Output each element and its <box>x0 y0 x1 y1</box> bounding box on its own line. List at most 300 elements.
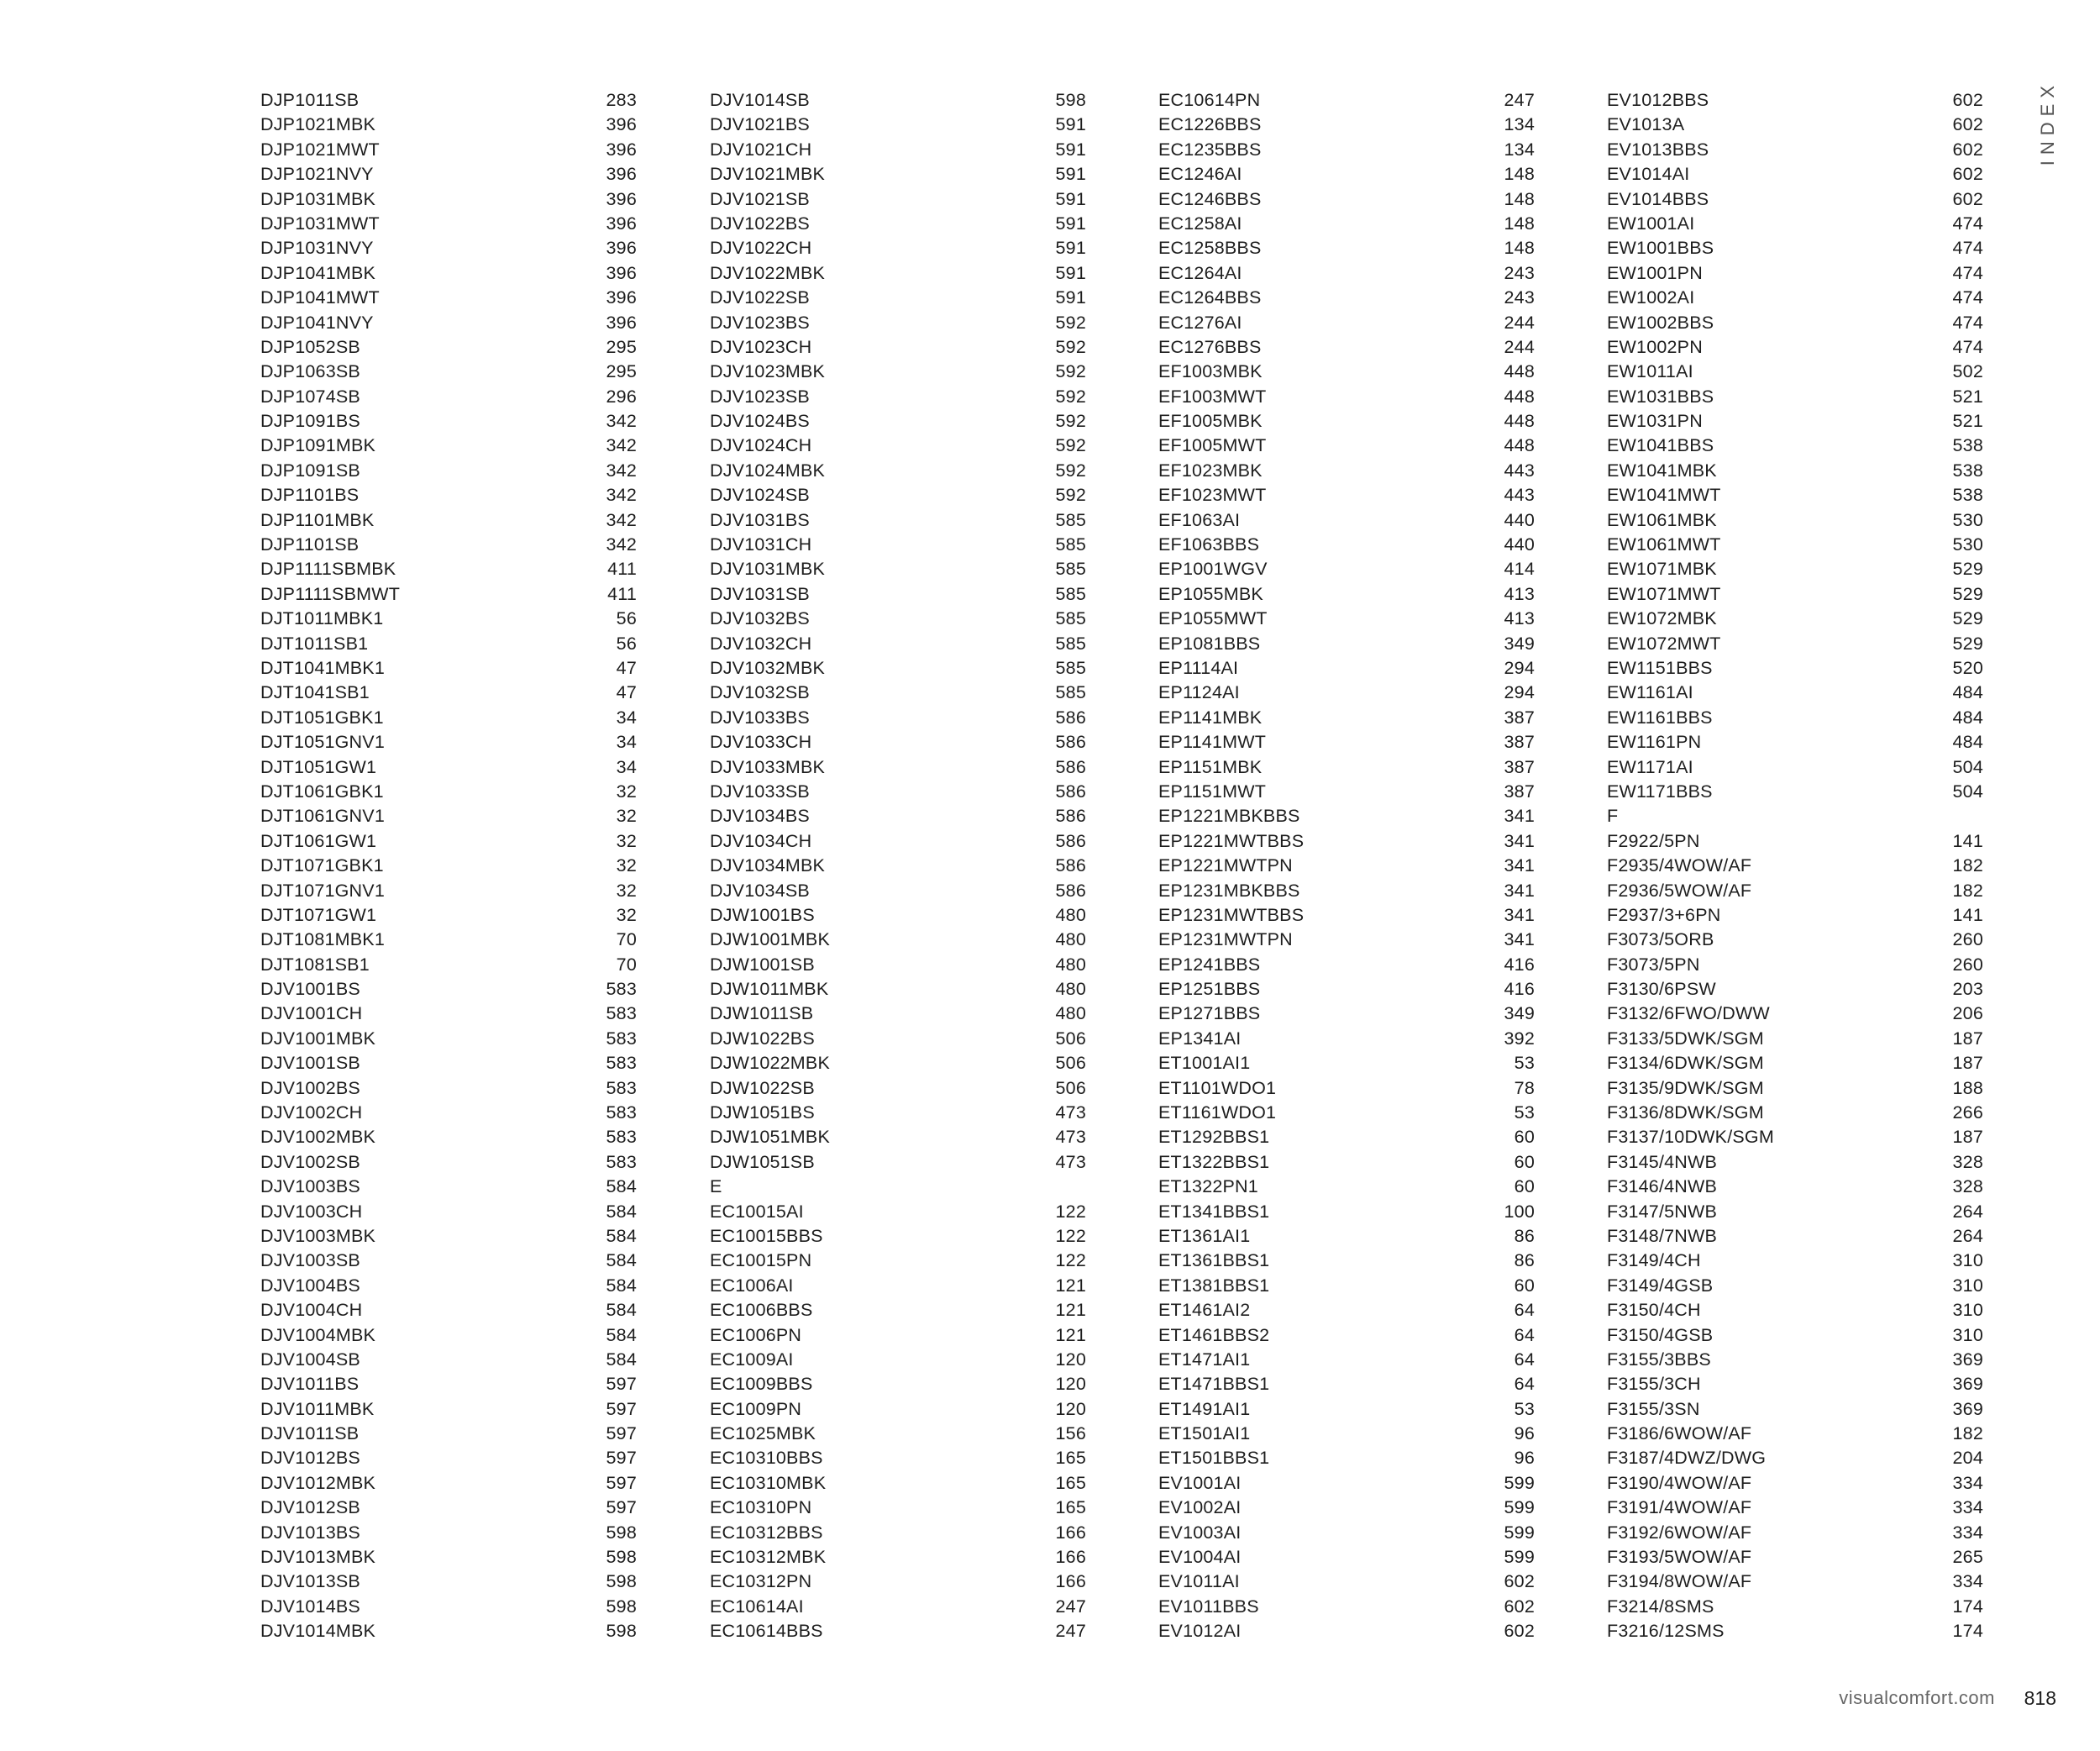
index-entry <box>1158 1002 1535 1026</box>
index-entry <box>1158 434 1535 458</box>
index-entry <box>1607 1348 1983 1372</box>
item-code: F <box>1607 806 1619 827</box>
index-entry <box>260 286 637 310</box>
page-ref: 584 <box>606 1250 637 1271</box>
page-ref: 585 <box>1055 509 1086 530</box>
item-code: DJP1021NVY <box>260 164 374 185</box>
index-entry <box>1158 1323 1535 1348</box>
item-code: EP1231MWTPN <box>1158 929 1293 950</box>
index-entry <box>260 236 637 260</box>
index-entry <box>710 854 1086 878</box>
page-ref: 156 <box>1055 1423 1086 1444</box>
item-code: DJP1091SB <box>260 460 360 481</box>
page-ref: 448 <box>1504 361 1535 382</box>
item-code: DJV1031CH <box>710 534 812 555</box>
item-code: DJV1002SB <box>260 1151 360 1172</box>
index-entry <box>710 385 1086 409</box>
index-entry <box>260 1224 637 1249</box>
page-ref: 480 <box>1055 929 1086 950</box>
index-entry <box>1607 1274 1983 1298</box>
page-ref: 474 <box>1952 213 1983 234</box>
index-entry <box>1607 1471 1983 1496</box>
page-ref: 121 <box>1055 1324 1086 1345</box>
item-code: F3132/6FWO/DWW <box>1607 1003 1770 1024</box>
page-ref: 387 <box>1504 756 1535 777</box>
item-code: EW1002BBS <box>1607 312 1714 333</box>
index-entry <box>1158 706 1535 730</box>
page-ref: 484 <box>1952 732 1983 753</box>
item-code: DJV1001SB <box>260 1053 360 1074</box>
item-code: DJV1011BS <box>260 1374 360 1395</box>
index-entry <box>260 434 637 458</box>
index-entry <box>710 953 1086 977</box>
page-ref: 310 <box>1952 1275 1983 1296</box>
index-entry <box>1158 236 1535 260</box>
page-ref: 473 <box>1055 1102 1086 1123</box>
item-code: DJV1002MBK <box>260 1127 376 1148</box>
index-entry <box>260 730 637 755</box>
index-entry <box>710 1224 1086 1249</box>
index-entry <box>1158 1619 1535 1643</box>
page-ref: 47 <box>616 682 637 703</box>
page-ref: 64 <box>1514 1374 1535 1395</box>
page-ref: 602 <box>1952 90 1983 110</box>
item-code: F3146/4NWB <box>1607 1176 1718 1197</box>
page-ref: 584 <box>606 1349 637 1370</box>
item-code: DJV1001CH <box>260 1003 363 1024</box>
item-code: EW1161AI <box>1607 682 1693 703</box>
page-ref: 396 <box>606 188 637 209</box>
item-code: EC1025MBK <box>710 1423 816 1444</box>
item-code: EF1023MBK <box>1158 460 1263 481</box>
item-code: DJW1001SB <box>710 954 815 975</box>
index-entry <box>1607 385 1983 409</box>
item-code: F3136/8DWK/SGM <box>1607 1102 1764 1123</box>
item-code: EW1031PN <box>1607 411 1703 432</box>
page-ref: 504 <box>1952 781 1983 802</box>
page-ref: 585 <box>1055 559 1086 580</box>
item-code: DJV1003MBK <box>260 1225 376 1246</box>
page-ref: 341 <box>1504 904 1535 925</box>
index-entry <box>710 533 1086 557</box>
item-code: DJV1001MBK <box>260 1028 376 1049</box>
index-entry <box>710 1298 1086 1322</box>
page-ref: 244 <box>1504 312 1535 333</box>
item-code: EC10312PN <box>710 1571 812 1592</box>
item-code: EW1071MWT <box>1607 583 1721 604</box>
page-ref: 334 <box>1952 1571 1983 1592</box>
index-entry <box>1607 632 1983 656</box>
index-entry <box>1158 557 1535 581</box>
page-ref: 599 <box>1504 1472 1535 1493</box>
item-code: EW1171BBS <box>1607 781 1713 802</box>
page-ref: 584 <box>606 1300 637 1321</box>
index-entry <box>1158 1224 1535 1249</box>
page-ref: 121 <box>1055 1300 1086 1321</box>
index-entry <box>1158 656 1535 681</box>
page-ref: 349 <box>1504 1003 1535 1024</box>
page-ref: 32 <box>616 781 637 802</box>
page-ref: 538 <box>1952 485 1983 506</box>
page-ref: 585 <box>1055 657 1086 678</box>
page-ref: 53 <box>1514 1102 1535 1123</box>
index-entry <box>260 1323 637 1348</box>
page-ref: 584 <box>606 1225 637 1246</box>
item-code: DJV1031BS <box>710 509 810 530</box>
item-code: EC1235BBS <box>1158 139 1262 160</box>
index-entry <box>710 1323 1086 1348</box>
item-code: DJV1014SB <box>710 90 810 110</box>
item-code: EC10312BBS <box>710 1522 823 1543</box>
index-entry <box>710 977 1086 1002</box>
index-entry <box>1607 1125 1983 1149</box>
item-code: EP1055MWT <box>1158 608 1268 629</box>
page-ref: 443 <box>1504 460 1535 481</box>
page-ref: 506 <box>1055 1053 1086 1074</box>
index-entry <box>1607 162 1983 187</box>
page-ref: 504 <box>1952 756 1983 777</box>
item-code: DJP1031MWT <box>260 213 380 234</box>
page-ref: 602 <box>1952 164 1983 185</box>
item-code: F2937/3+6PN <box>1607 904 1721 925</box>
item-code: EC1226BBS <box>1158 114 1262 135</box>
page-ref: 591 <box>1055 188 1086 209</box>
item-code: DJV1023MBK <box>710 361 826 382</box>
item-code: EP1231MBKBBS <box>1158 880 1300 901</box>
page-ref: 602 <box>1504 1571 1535 1592</box>
index-entry <box>710 1471 1086 1496</box>
index-entry <box>260 706 637 730</box>
index-entry <box>1607 483 1983 507</box>
item-code: EC10310BBS <box>710 1448 823 1469</box>
item-code: F3148/7NWB <box>1607 1225 1718 1246</box>
item-code: DJV1003SB <box>260 1250 360 1271</box>
page-ref: 47 <box>616 657 637 678</box>
index-entry <box>1158 607 1535 631</box>
page-ref: 591 <box>1055 114 1086 135</box>
page-ref: 413 <box>1504 583 1535 604</box>
index-entry <box>1158 1298 1535 1322</box>
index-entry <box>1158 1521 1535 1545</box>
index-entry <box>710 1372 1086 1396</box>
page-ref: 122 <box>1055 1201 1086 1222</box>
page-ref: 591 <box>1055 238 1086 259</box>
index-entry <box>710 360 1086 384</box>
page-ref: 592 <box>1055 336 1086 357</box>
page-ref: 294 <box>1504 657 1535 678</box>
page-ref: 506 <box>1055 1028 1086 1049</box>
index-entry <box>1607 1051 1983 1075</box>
item-code: DJW1022BS <box>710 1028 815 1049</box>
item-code: DJV1032CH <box>710 633 812 654</box>
index-entry <box>710 311 1086 335</box>
index-entry <box>1607 829 1983 854</box>
item-code: EC1006BBS <box>710 1300 813 1321</box>
index-entry <box>710 1051 1086 1075</box>
page-ref: 342 <box>606 485 637 506</box>
item-code: EF1005MWT <box>1158 435 1267 456</box>
page-ref: 369 <box>1952 1349 1983 1370</box>
index-entry <box>260 829 637 854</box>
index-entry <box>710 730 1086 755</box>
item-code: EC1246BBS <box>1158 188 1262 209</box>
index-entry <box>260 681 637 705</box>
item-code: DJP1101BS <box>260 485 360 506</box>
item-code: EF1003MBK <box>1158 361 1263 382</box>
footer-website: visualcomfort.com <box>1839 1687 1995 1708</box>
page-ref: 416 <box>1504 954 1535 975</box>
index-letter-heading <box>710 1175 1086 1199</box>
page-ref: 334 <box>1952 1472 1983 1493</box>
item-code: EP1141MWT <box>1158 732 1267 753</box>
footer-page-number: 818 <box>2024 1687 2056 1709</box>
index-entry <box>260 977 637 1002</box>
index-entry <box>1607 1570 1983 1594</box>
page-ref: 583 <box>606 979 637 1000</box>
page-ref: 56 <box>616 633 637 654</box>
page-ref: 586 <box>1055 732 1086 753</box>
page-ref: 584 <box>606 1201 637 1222</box>
index-entry <box>710 88 1086 113</box>
item-code: DJW1011MBK <box>710 979 829 1000</box>
index-entry <box>1158 953 1535 977</box>
page-ref: 247 <box>1055 1596 1086 1617</box>
item-code: EC1276BBS <box>1158 336 1262 357</box>
item-code: EW1001BBS <box>1607 238 1714 259</box>
index-entry <box>1158 1372 1535 1396</box>
index-entry <box>1607 854 1983 878</box>
index-entry <box>1158 755 1535 780</box>
page-ref: 70 <box>616 929 637 950</box>
index-entry <box>1607 1422 1983 1446</box>
item-code: DJV1034SB <box>710 880 810 901</box>
item-code: EP1221MWTBBS <box>1158 830 1305 851</box>
page-ref: 602 <box>1952 139 1983 160</box>
item-code: F3186/6WOW/AF <box>1607 1423 1752 1444</box>
page-ref: 34 <box>616 732 637 753</box>
item-code: DJP1041NVY <box>260 312 374 333</box>
page-ref: 148 <box>1504 238 1535 259</box>
page-ref: 310 <box>1952 1300 1983 1321</box>
item-code: ET1381BBS1 <box>1158 1275 1270 1296</box>
index-entry <box>1158 261 1535 286</box>
item-code: F3137/10DWK/SGM <box>1607 1127 1774 1148</box>
index-entry <box>260 261 637 286</box>
index-entry <box>710 335 1086 360</box>
index-entry <box>1158 928 1535 952</box>
page-ref: 32 <box>616 904 637 925</box>
index-entry <box>1158 162 1535 187</box>
index-entry <box>710 236 1086 260</box>
page-ref: 592 <box>1055 435 1086 456</box>
page-ref: 294 <box>1504 682 1535 703</box>
index-entry <box>260 385 637 409</box>
index-entry <box>1158 138 1535 162</box>
item-code: DJV1013MBK <box>260 1547 376 1568</box>
index-entry <box>710 706 1086 730</box>
index-entry <box>1158 1471 1535 1496</box>
index-entry <box>1158 311 1535 335</box>
item-code: DJV1022BS <box>710 213 810 234</box>
item-code: DJP1074SB <box>260 386 360 407</box>
page-ref: 597 <box>606 1497 637 1518</box>
item-code: DJV1011MBK <box>260 1398 375 1419</box>
index-entry <box>260 1496 637 1520</box>
page-ref: 264 <box>1952 1225 1983 1246</box>
index-entry <box>260 582 637 607</box>
index-entry <box>710 681 1086 705</box>
index-entry <box>1158 483 1535 507</box>
page-ref: 484 <box>1952 682 1983 703</box>
item-code: DJP1011SB <box>260 90 360 110</box>
item-code: DJT1011SB1 <box>260 633 369 654</box>
index-entry <box>1158 632 1535 656</box>
index-entry <box>260 483 637 507</box>
index-entry <box>1607 582 1983 607</box>
page-ref: 60 <box>1514 1127 1535 1148</box>
page-ref: 165 <box>1055 1472 1086 1493</box>
index-entry <box>260 903 637 928</box>
page-ref: 349 <box>1504 633 1535 654</box>
page-ref: 586 <box>1055 781 1086 802</box>
index-entry <box>1158 1422 1535 1446</box>
item-code: EP1251BBS <box>1158 979 1261 1000</box>
page-ref: 597 <box>606 1374 637 1395</box>
item-code: E <box>710 1176 722 1197</box>
page-ref: 341 <box>1504 929 1535 950</box>
item-code: DJP1063SB <box>260 361 360 382</box>
item-code: DJV1021SB <box>710 188 810 209</box>
index-entry <box>710 557 1086 581</box>
item-code: DJV1033CH <box>710 732 812 753</box>
item-code: EC1276AI <box>1158 312 1242 333</box>
item-code: EP1124AI <box>1158 682 1240 703</box>
page-ref: 78 <box>1514 1077 1535 1098</box>
page-ref: 243 <box>1504 262 1535 283</box>
index-entry <box>1158 582 1535 607</box>
page-ref: 396 <box>606 287 637 308</box>
index-entry <box>1607 1619 1983 1643</box>
index-entry <box>1607 879 1983 903</box>
page-ref: 443 <box>1504 485 1535 506</box>
page-ref: 264 <box>1952 1201 1983 1222</box>
item-code: DJV1001BS <box>260 979 360 1000</box>
page-ref: 585 <box>1055 608 1086 629</box>
item-code: EF1063AI <box>1158 509 1241 530</box>
page-ref: 520 <box>1952 657 1983 678</box>
index-entry <box>1607 261 1983 286</box>
index-entry <box>1607 335 1983 360</box>
page-ref: 247 <box>1504 90 1535 110</box>
index-entry <box>1158 780 1535 804</box>
index-entry <box>1607 1249 1983 1273</box>
page-ref: 260 <box>1952 929 1983 950</box>
page-ref: 32 <box>616 880 637 901</box>
item-code: ET1471BBS1 <box>1158 1374 1270 1395</box>
index-entry <box>710 113 1086 137</box>
item-code: EW1002AI <box>1607 287 1695 308</box>
page-ref: 591 <box>1055 164 1086 185</box>
index-entry <box>260 508 637 533</box>
item-code: DJT1081SB1 <box>260 954 370 975</box>
item-code: F3216/12SMS <box>1607 1621 1725 1642</box>
index-entry <box>260 1521 637 1545</box>
page-ref: 56 <box>616 608 637 629</box>
item-code: DJP1031NVY <box>260 238 374 259</box>
index-entry <box>1158 1348 1535 1372</box>
item-code: EP1271BBS <box>1158 1003 1261 1024</box>
item-code: DJV1021BS <box>710 114 810 135</box>
index-entry <box>260 656 637 681</box>
item-code: EF1005MBK <box>1158 411 1263 432</box>
index-entry <box>260 1619 637 1643</box>
index-entry <box>710 607 1086 631</box>
index-entry <box>1607 434 1983 458</box>
item-code: EV1012AI <box>1158 1621 1242 1642</box>
page-ref: 53 <box>1514 1398 1535 1419</box>
item-code: EC1009BBS <box>710 1374 813 1395</box>
index-entry <box>260 1076 637 1101</box>
page-ref: 296 <box>606 386 637 407</box>
index-entry <box>1158 1446 1535 1470</box>
page-ref: 474 <box>1952 238 1983 259</box>
item-code: DJV1002CH <box>260 1102 363 1123</box>
index-entry <box>1158 113 1535 137</box>
item-code: DJT1071GW1 <box>260 904 377 925</box>
index-entry <box>1158 1249 1535 1273</box>
item-code: EV1014BBS <box>1607 188 1709 209</box>
index-entry <box>1158 88 1535 113</box>
page-ref: 141 <box>1952 830 1983 851</box>
item-code: DJV1024SB <box>710 485 810 506</box>
page-ref: 530 <box>1952 534 1983 555</box>
item-code: DJV1004BS <box>260 1275 360 1296</box>
index-entry <box>260 1446 637 1470</box>
item-code: ET1501AI1 <box>1158 1423 1251 1444</box>
index-entry <box>710 1595 1086 1619</box>
index-entry <box>710 434 1086 458</box>
page-ref: 597 <box>606 1472 637 1493</box>
index-entry <box>260 1274 637 1298</box>
item-code: EC10614PN <box>1158 90 1261 110</box>
page-ref: 341 <box>1504 806 1535 827</box>
index-entry <box>710 1101 1086 1125</box>
page-ref: 597 <box>606 1448 637 1469</box>
index-entry <box>1607 533 1983 557</box>
page-ref: 414 <box>1504 559 1535 580</box>
item-code: DJP1031MBK <box>260 188 376 209</box>
page-ref: 592 <box>1055 312 1086 333</box>
index-entry <box>1607 1200 1983 1224</box>
page-ref: 585 <box>1055 633 1086 654</box>
index-entry <box>260 1298 637 1322</box>
page-ref: 283 <box>606 90 637 110</box>
item-code: DJT1061GNV1 <box>260 806 385 827</box>
page-ref: 187 <box>1952 1028 1983 1049</box>
item-code: DJV1023CH <box>710 336 812 357</box>
page-ref: 583 <box>606 1151 637 1172</box>
item-code: DJW1051MBK <box>710 1127 830 1148</box>
index-entry <box>1607 1496 1983 1520</box>
index-entry <box>710 409 1086 434</box>
page-ref: 387 <box>1504 732 1535 753</box>
index-entry <box>1158 1051 1535 1075</box>
item-code: EW1072MBK <box>1607 608 1717 629</box>
page-ref: 583 <box>606 1003 637 1024</box>
item-code: DJV1002BS <box>260 1077 360 1098</box>
index-entry <box>1607 1101 1983 1125</box>
index-entry <box>710 1348 1086 1372</box>
